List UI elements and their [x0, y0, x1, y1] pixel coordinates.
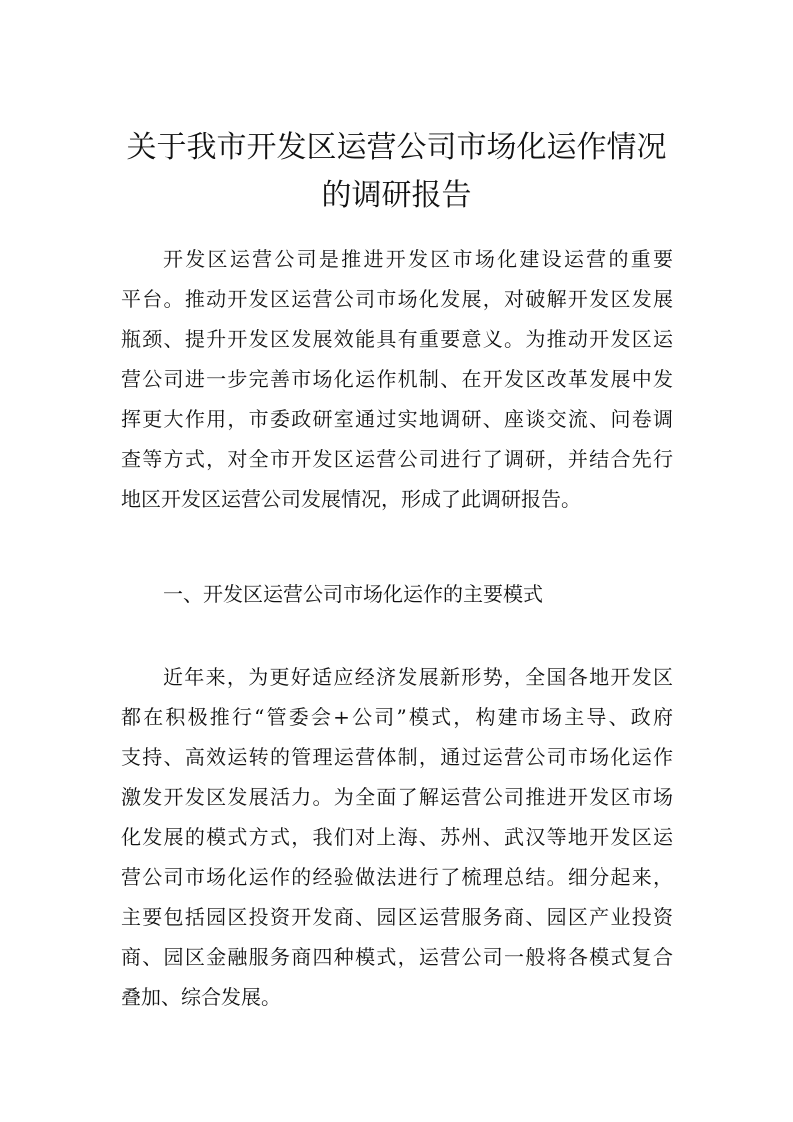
paragraph-line: 支持、高效运转的管理运营体制，通过运营公司市场化运作 [121, 745, 673, 769]
paragraph-line: 激发开发区发展活力。为全面了解运营公司推进开发区市场 [121, 785, 673, 809]
section-heading: 一、开发区运营公司市场化运作的主要模式 [163, 582, 543, 606]
document-title-line-2: 的调研报告 [321, 178, 472, 213]
paragraph-line: 瓶颈、提升开发区发展效能具有重要意义。为推动开发区运 [121, 327, 673, 351]
paragraph-line: 都在积极推行“管委会+公司”模式，构建市场主导、政府 [121, 705, 673, 729]
paragraph-line: 平台。推动开发区运营公司市场化发展，对破解开发区发展 [121, 287, 673, 311]
paragraph-line: 开发区运营公司是推进开发区市场化建设运营的重要 [163, 247, 673, 271]
paragraph-line: 化发展的模式方式，我们对上海、苏州、武汉等地开发区运 [121, 825, 673, 849]
paragraph-line: 挥更大作用，市委政研室通过实地调研、座谈交流、问卷调 [121, 407, 673, 431]
paragraph-line: 地区开发区运营公司发展情况，形成了此调研报告。 [121, 487, 581, 511]
paragraph-line: 叠加、综合发展。 [121, 985, 281, 1009]
intro-paragraph [121, 239, 673, 519]
paragraph-line: 主要包括园区投资开发商、园区运营服务商、园区产业投资 [121, 905, 673, 929]
section-paragraph [121, 657, 673, 1017]
document-title-line-1: 关于我市开发区运营公司市场化运作情况 [126, 130, 667, 165]
paragraph-line: 商、园区金融服务商四种模式，运营公司一般将各模式复合 [121, 945, 673, 969]
paragraph-line: 营公司进一步完善市场化运作机制、在开发区改革发展中发 [121, 367, 673, 391]
paragraph-line: 营公司市场化运作的经验做法进行了梳理总结。细分起来， [121, 865, 673, 889]
paragraph-line: 查等方式，对全市开发区运营公司进行了调研，并结合先行 [121, 447, 673, 471]
paragraph-line: 近年来，为更好适应经济发展新形势，全国各地开发区 [163, 665, 673, 689]
